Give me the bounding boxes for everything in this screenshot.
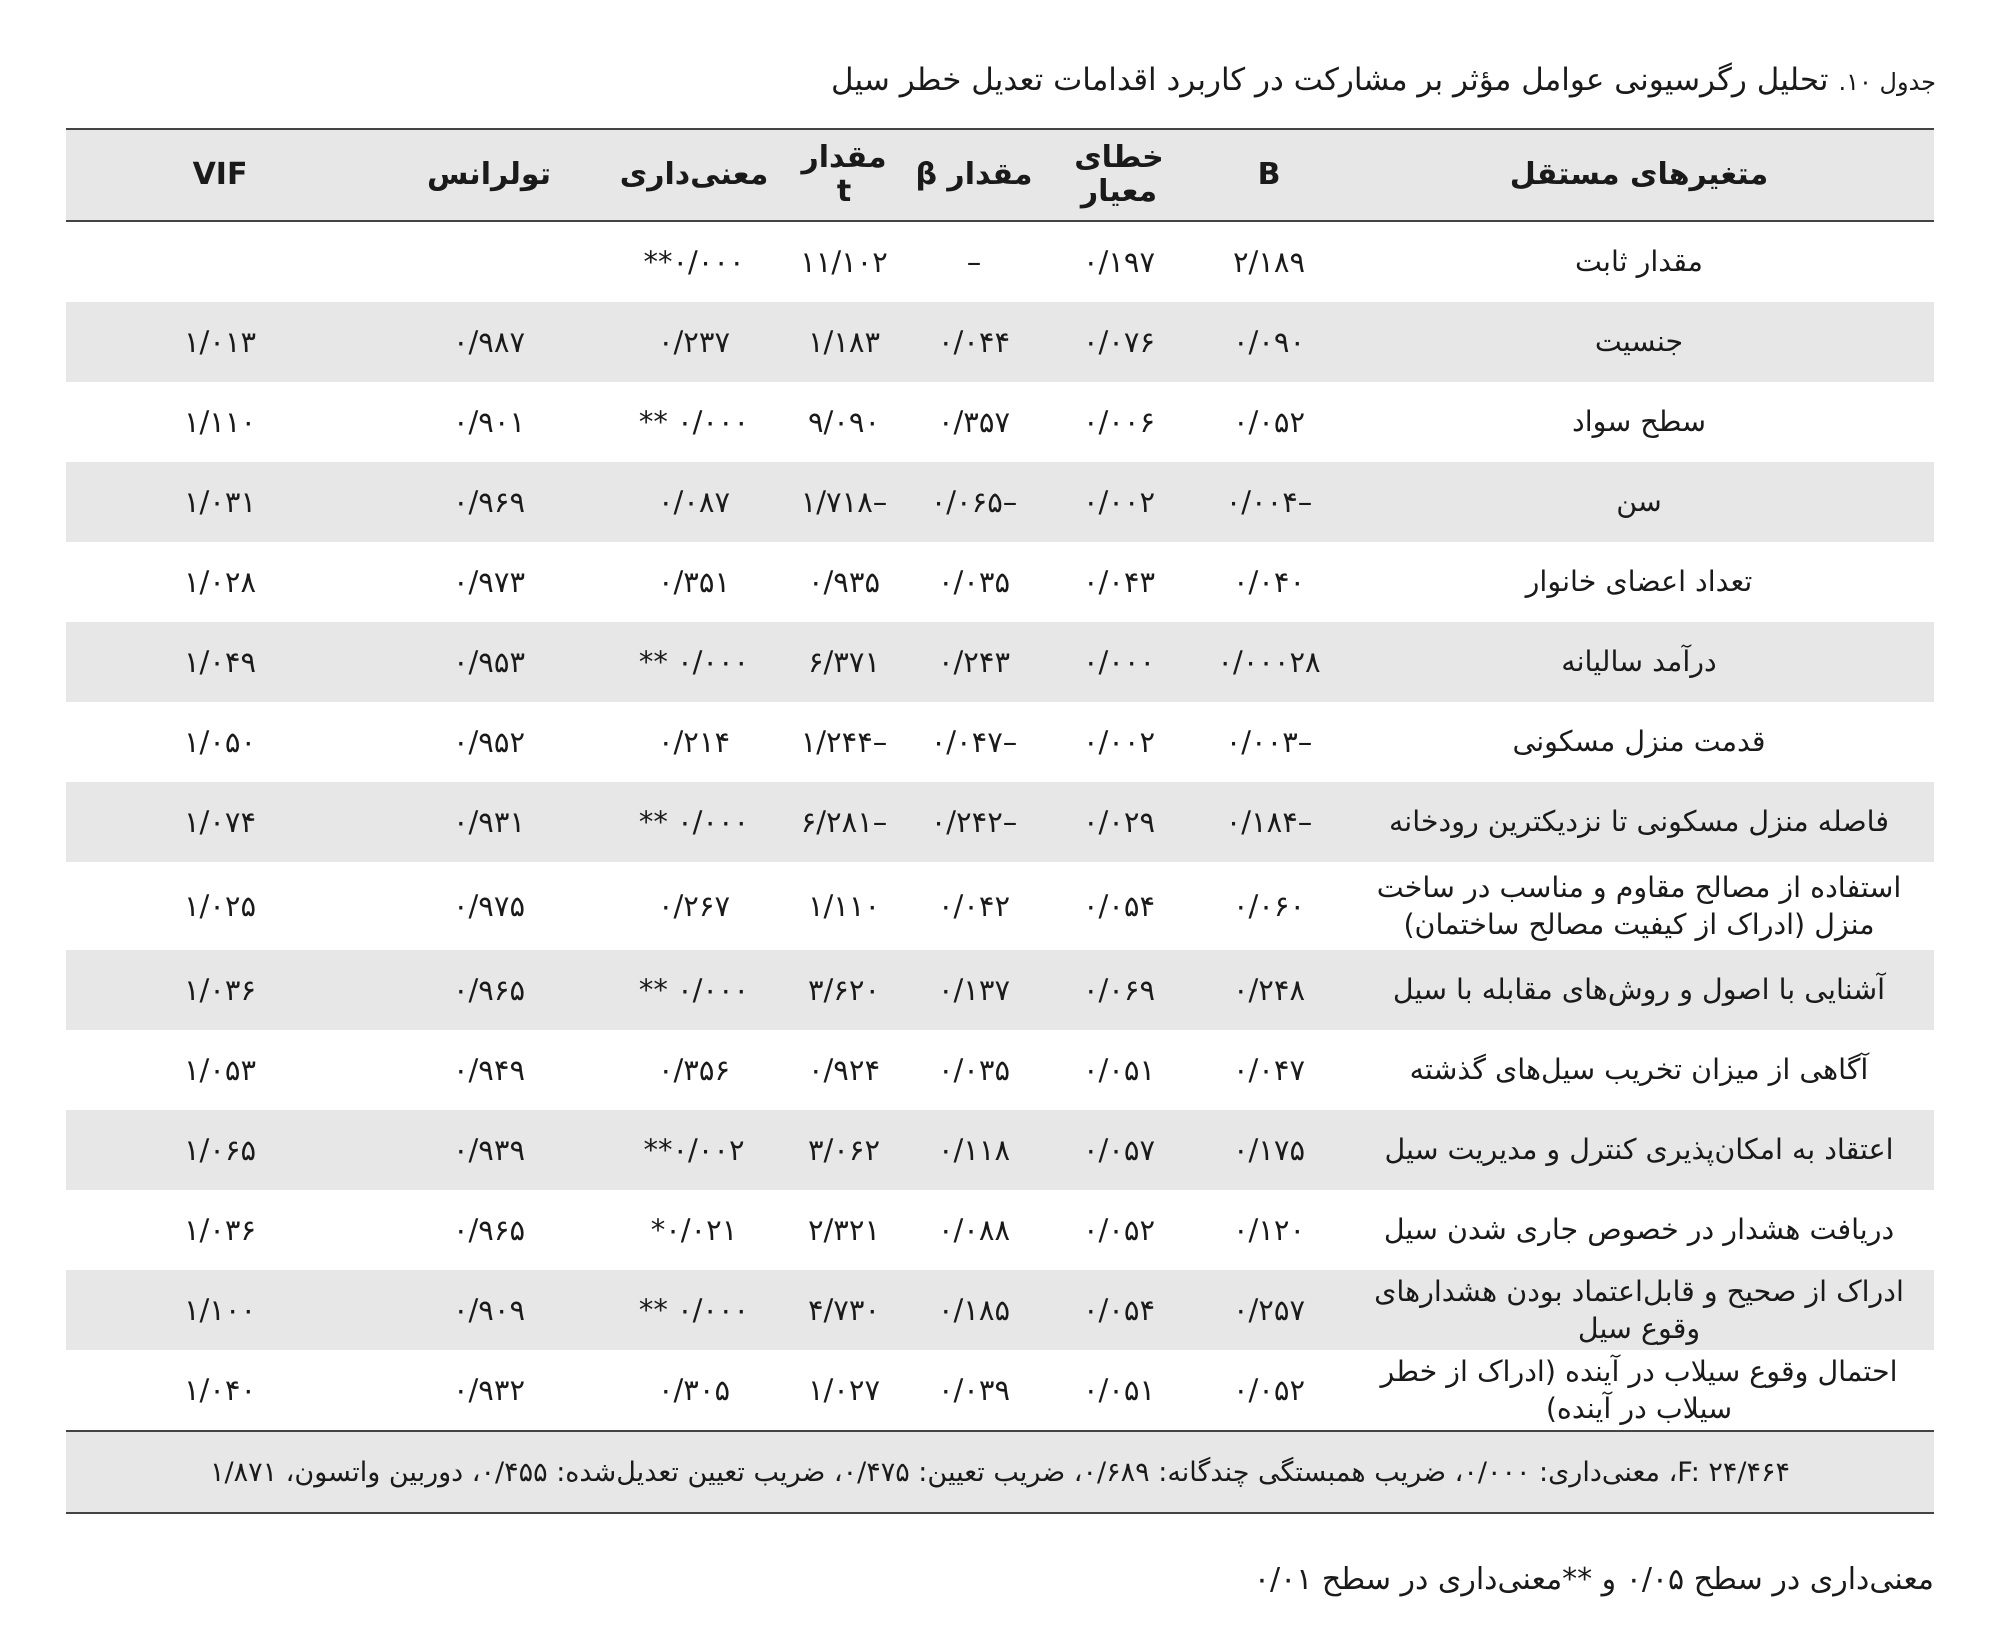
cell-t: ۱/۰۲۷ [807, 1373, 881, 1407]
cell-se: ۰/۰۲۹ [1044, 782, 1194, 862]
cell-vif: ۱/۰۶۵ [66, 1110, 374, 1190]
cell-t: ۱۱/۱۰۲ [800, 245, 888, 279]
cell-beta: ۰/۰۴۲ [937, 889, 1011, 923]
cell-b: ۰/۰۴۷ [1232, 1053, 1306, 1087]
model-summary: F: ۲۴/۴۶۴، معنی‌داری: ۰/۰۰۰، ضریب همبستگی چندگانه: ۰/۶۸۹، ضریب تعیین: ۰/۴۷۵، ضریب تعیین تعدیل‌شده: ۰/۴۵۵، دوربین واتسون، ۱/۸۷۱ [66, 1431, 1934, 1513]
regression-table [66, 128, 1934, 1514]
cell-variable: دریافت هشدار در خصوص جاری شدن سیل [1383, 1213, 1895, 1247]
header-row [66, 129, 1934, 221]
cell-b: ۰/۰۵۲ [1232, 405, 1306, 439]
cell-se: ۰/۱۹۷ [1082, 245, 1156, 279]
cell-se: ۰/۰۷۶ [1044, 302, 1194, 382]
cell-vif: ۱/۰۲۵ [183, 889, 257, 923]
cell-vif: ۱/۰۵۰ [183, 725, 257, 759]
cell-variable: آشنایی با اصول و روش‌های مقابله با سیل [1344, 950, 1934, 1030]
cell-sig: ۰/۰۲۱* [650, 1213, 738, 1247]
cell-tolerance: ۰/۹۳۲ [452, 1373, 526, 1407]
cell-vif: ۱/۰۴۹ [66, 622, 374, 702]
table-caption [831, 62, 1936, 98]
cell-t: –۶/۲۸۱ [784, 782, 904, 862]
cell-se: ۰/۰۰۲ [1044, 462, 1194, 542]
cell-variable: جنسیت [1344, 302, 1934, 382]
table-body [66, 221, 1934, 1431]
cell-variable: آگاهی از میزان تخریب سیل‌های گذشته [1409, 1053, 1869, 1087]
cell-t: ۴/۷۳۰ [784, 1270, 904, 1350]
cell-t: ۰/۹۳۵ [807, 565, 881, 599]
cell-t: ۹/۰۹۰ [807, 405, 881, 439]
cell-se: ۰/۰۵۴ [1044, 1270, 1194, 1350]
cell-sig: ۰/۳۵۶ [657, 1053, 731, 1087]
cell-variable: احتمال وقوع سیلاب در آینده (ادراک از خطر سیلاب در آینده) [1380, 1354, 1898, 1425]
cell-vif: ۱/۰۳۶ [66, 950, 374, 1030]
header-b: B [1194, 129, 1344, 221]
cell-vif: ۱/۰۲۸ [183, 565, 257, 599]
cell-se: ۰/۰۰۲ [1082, 725, 1156, 759]
summary-row [66, 1431, 1934, 1513]
cell-vif: ۱/۰۱۳ [66, 302, 374, 382]
cell-variable: استفاده از مصالح مقاوم و مناسب در ساخت منزل (ادراک از کیفیت مصالح ساختمان) [1376, 870, 1902, 941]
cell-b: ۰/۱۲۰ [1232, 1213, 1306, 1247]
cell-b: –۰/۰۰۴ [1194, 462, 1344, 542]
cell-variable: درآمد سالیانه [1344, 622, 1934, 702]
cell-beta: ۰/۰۸۸ [937, 1213, 1011, 1247]
cell-sig: ۰/۳۵۱ [657, 565, 731, 599]
table-row [66, 382, 1934, 462]
cell-t: –۱/۷۱۸ [784, 462, 904, 542]
table-row [66, 1350, 1934, 1431]
cell-sig: ۰/۰۰۰ ** [604, 950, 784, 1030]
table-row [66, 950, 1934, 1030]
cell-sig: ۰/۰۰۰** [643, 245, 745, 279]
cell-se: ۰/۰۴۳ [1082, 565, 1156, 599]
table-row [66, 1110, 1934, 1190]
cell-t: –۱/۲۴۴ [800, 725, 888, 759]
cell-tolerance: ۰/۹۷۳ [452, 565, 526, 599]
cell-b: –۰/۰۰۳ [1225, 725, 1313, 759]
cell-beta: ۰/۰۴۴ [904, 302, 1044, 382]
cell-beta: ۰/۳۵۷ [937, 405, 1011, 439]
cell-sig: ۰/۰۰۰ ** [638, 405, 750, 439]
header-t: مقدار t [784, 129, 904, 221]
table-row [66, 1270, 1934, 1350]
cell-se: ۰/۰۵۴ [1082, 889, 1156, 923]
cell-b: ۰/۰۶۰ [1232, 889, 1306, 923]
cell-beta: ۰/۰۳۵ [937, 565, 1011, 599]
cell-b: ۰/۲۴۸ [1194, 950, 1344, 1030]
cell-sig: ۰/۲۳۷ [604, 302, 784, 382]
cell-vif: ۱/۰۴۰ [183, 1373, 257, 1407]
cell-vif: ۱/۰۵۳ [183, 1053, 257, 1087]
cell-vif: ۱/۱۰۰ [66, 1270, 374, 1350]
table-row [66, 702, 1934, 782]
cell-sig: ۰/۰۰۰ ** [604, 1270, 784, 1350]
cell-variable: فاصله منزل مسکونی تا نزدیکترین رودخانه [1344, 782, 1934, 862]
cell-beta: ۰/۲۴۳ [904, 622, 1044, 702]
table-row [66, 782, 1934, 862]
cell-se: ۰/۰۵۷ [1044, 1110, 1194, 1190]
cell-tolerance: ۰/۹۰۹ [374, 1270, 604, 1350]
cell-b: ۰/۰۴۰ [1232, 565, 1306, 599]
cell-tolerance: ۰/۹۰۱ [452, 405, 526, 439]
cell-tolerance: ۰/۹۳۱ [374, 782, 604, 862]
cell-tolerance: ۰/۹۵۲ [452, 725, 526, 759]
cell-variable: مقدار ثابت [1575, 245, 1703, 279]
cell-t: ۱/۱۱۰ [807, 889, 881, 923]
cell-t: ۱/۱۸۳ [784, 302, 904, 382]
cell-se: ۰/۰۵۲ [1082, 1213, 1156, 1247]
cell-b: ۰/۰۵۲ [1232, 1373, 1306, 1407]
cell-beta: ۰/۱۳۷ [904, 950, 1044, 1030]
cell-tolerance: ۰/۹۶۵ [374, 950, 604, 1030]
cell-se: ۰/۰۰۶ [1082, 405, 1156, 439]
cell-se: ۰/۰۰۰ [1044, 622, 1194, 702]
cell-vif: ۱/۰۳۱ [66, 462, 374, 542]
header-vif: VIF [66, 129, 374, 221]
cell-variable: اعتقاد به امکان‌پذیری کنترل و مدیریت سیل [1344, 1110, 1934, 1190]
cell-beta: –۰/۰۶۵ [904, 462, 1044, 542]
cell-variable: سن [1344, 462, 1934, 542]
cell-variable: تعداد اعضای خانوار [1525, 565, 1753, 599]
cell-tolerance: ۰/۹۶۵ [452, 1213, 526, 1247]
header-variable: متغیرهای مستقل [1344, 129, 1934, 221]
cell-se: ۰/۰۵۱ [1082, 1373, 1156, 1407]
cell-variable: ادراک از صحیح و قابل‌اعتماد بودن هشدارهای وقوع سیل [1344, 1270, 1934, 1350]
header-sig: معنی‌داری [604, 129, 784, 221]
cell-t: ۳/۰۶۲ [784, 1110, 904, 1190]
cell-beta: ۰/۰۳۹ [937, 1373, 1011, 1407]
cell-variable: قدمت منزل مسکونی [1512, 725, 1766, 759]
table-row [66, 1190, 1934, 1270]
cell-b: ۰/۱۷۵ [1194, 1110, 1344, 1190]
cell-beta: – [966, 245, 982, 279]
cell-tolerance: ۰/۹۸۷ [374, 302, 604, 382]
cell-vif: ۱/۰۷۴ [66, 782, 374, 862]
cell-sig: ۰/۰۰۲** [604, 1110, 784, 1190]
cell-tolerance [374, 221, 604, 302]
cell-sig: ۰/۲۱۴ [657, 725, 731, 759]
cell-beta: –۰/۰۴۷ [930, 725, 1018, 759]
cell-tolerance: ۰/۹۶۹ [374, 462, 604, 542]
cell-t: ۲/۳۲۱ [807, 1213, 881, 1247]
cell-beta: ۰/۱۱۸ [904, 1110, 1044, 1190]
cell-tolerance: ۰/۹۷۵ [452, 889, 526, 923]
table-row [66, 862, 1934, 950]
cell-tolerance: ۰/۹۳۹ [374, 1110, 604, 1190]
cell-b: –۰/۱۸۴ [1194, 782, 1344, 862]
cell-tolerance: ۰/۹۵۳ [374, 622, 604, 702]
cell-se: ۰/۰۶۹ [1044, 950, 1194, 1030]
table-row [66, 622, 1934, 702]
significance-footnote: معنی‌داری در سطح ۰/۰۵ و **معنی‌داری در سطح ۰/۰۱ [1253, 1562, 1934, 1597]
cell-vif: ۱/۱۱۰ [183, 405, 257, 439]
header-tolerance: تولرانس [374, 129, 604, 221]
cell-sig: ۰/۲۶۷ [657, 889, 731, 923]
cell-beta: ۰/۱۸۵ [904, 1270, 1044, 1350]
cell-b: ۰/۰۰۰۲۸ [1194, 622, 1344, 702]
cell-b: ۰/۲۵۷ [1194, 1270, 1344, 1350]
table-row [66, 221, 1934, 302]
cell-sig: ۰/۳۰۵ [657, 1373, 731, 1407]
cell-sig: ۰/۰۰۰ ** [604, 622, 784, 702]
table-row [66, 302, 1934, 382]
caption-prefix: جدول ۱۰. [1838, 68, 1936, 96]
cell-vif [66, 221, 374, 302]
cell-b: ۰/۰۹۰ [1194, 302, 1344, 382]
cell-sig: ۰/۰۰۰ ** [604, 782, 784, 862]
cell-t: ۶/۳۷۱ [784, 622, 904, 702]
table-row [66, 542, 1934, 622]
cell-beta: –۰/۲۴۲ [904, 782, 1044, 862]
header-beta: مقدار β [904, 129, 1044, 221]
cell-vif: ۱/۰۳۶ [183, 1213, 257, 1247]
cell-variable: سطح سواد [1572, 405, 1706, 439]
header-se: خطای معیار [1044, 129, 1194, 221]
cell-sig: ۰/۰۸۷ [604, 462, 784, 542]
table-row [66, 1030, 1934, 1110]
table-row [66, 462, 1934, 542]
cell-b: ۲/۱۸۹ [1232, 245, 1306, 279]
cell-t: ۳/۶۲۰ [784, 950, 904, 1030]
caption-title: تحلیل رگرسیونی عوامل مؤثر بر مشارکت در کاربرد اقدامات تعدیل خطر سیل [831, 62, 1829, 98]
cell-t: ۰/۹۲۴ [807, 1053, 881, 1087]
cell-beta: ۰/۰۳۵ [937, 1053, 1011, 1087]
cell-tolerance: ۰/۹۴۹ [452, 1053, 526, 1087]
cell-se: ۰/۰۵۱ [1082, 1053, 1156, 1087]
